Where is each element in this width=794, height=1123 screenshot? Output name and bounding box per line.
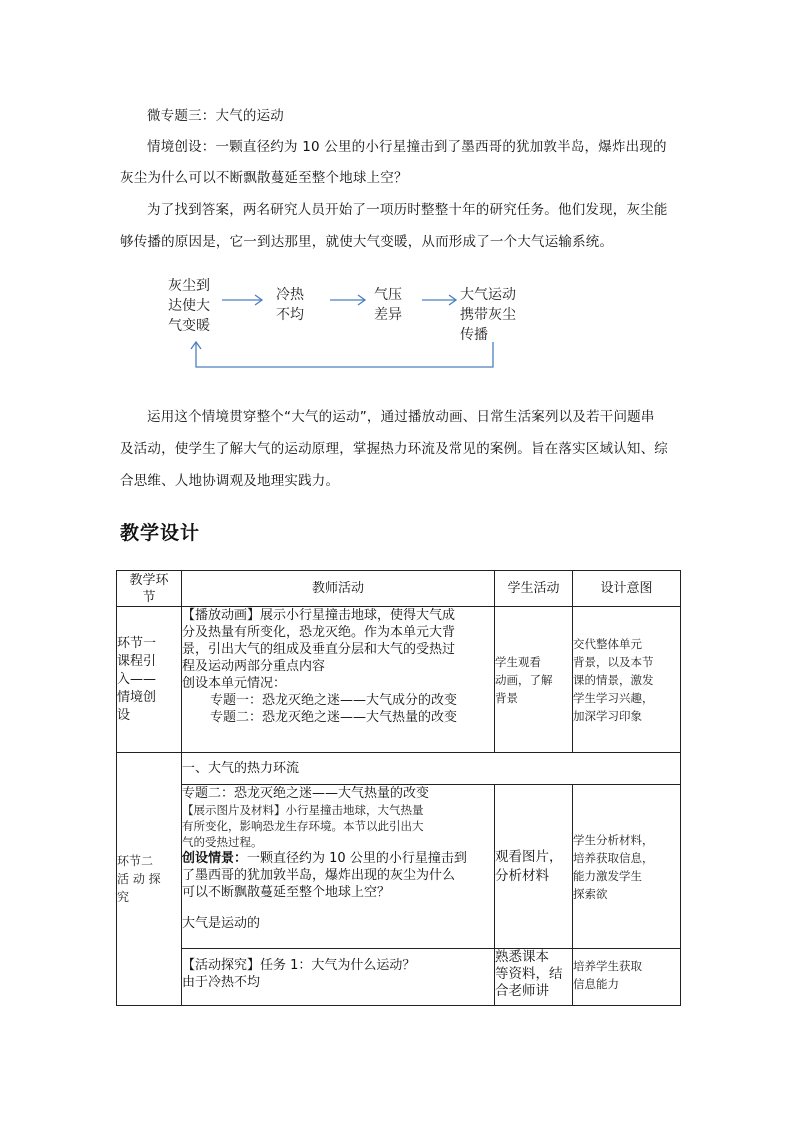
row2-scenario-line: 了墨西哥的犹加敦半岛，爆炸出现的灰尘为什么 bbox=[182, 868, 456, 883]
flow-arrows bbox=[160, 276, 540, 376]
loop-back-arrow-icon bbox=[191, 342, 493, 367]
row2-scenario-line bbox=[182, 850, 494, 867]
summary-line-2: 及活动，使学生了解大气的运动原理，掌握热力环流及常见的案例。旨在落实区域认知、综 bbox=[120, 441, 668, 457]
research-line-1: 为了找到答案，两名研究人员开始了一项历时整整十年的研究任务。他们发现，灰尘能 bbox=[147, 202, 668, 218]
flow-step-4-line: 大气运动 bbox=[460, 287, 516, 303]
summary-line-1: 运用这个情境贯穿整个“大气的运动”，通过播放动画、日常生活案列以及若干问题串 bbox=[147, 409, 655, 425]
row1-stage-line: 情境创 bbox=[117, 689, 157, 705]
flow-step-4-line: 携带灰尘 bbox=[460, 307, 516, 323]
row3-intent-line: 信息能力 bbox=[573, 977, 619, 991]
table-row bbox=[117, 949, 681, 1006]
row1-teacher-line: 景，引出大气的组成及垂直分层和大气的受热过 bbox=[182, 642, 456, 657]
row2-intent-line: 能力激发学生 bbox=[573, 868, 642, 883]
row1-stage-line: 环节一 bbox=[117, 635, 157, 651]
row2-scenario-line: 可以不断飘散蔓延至整个地球上空？ bbox=[182, 885, 391, 900]
arrow-right-icon bbox=[222, 295, 262, 305]
row3-intent bbox=[573, 949, 681, 1006]
row1-intent-line: 学生学习兴趣， bbox=[573, 690, 654, 705]
row2-intent-line: 学生分析材料， bbox=[573, 832, 654, 847]
row2-material-line: 气的受热过程。 bbox=[182, 835, 263, 849]
row2-conclusion: 大气是运动的 bbox=[182, 916, 261, 931]
row2-material-line: 有所变化，影响恐龙生存环境。本节以此引出大 bbox=[182, 819, 424, 833]
row2-topic: 专题二：恐龙灭绝之迷——大气热量的改变 bbox=[182, 786, 430, 801]
row2-stage-line: 活 动 探 bbox=[117, 872, 161, 886]
row1-intent-line: 背景，以及本节 bbox=[573, 654, 654, 669]
row2-stage-line: 环节二 bbox=[117, 854, 154, 868]
flow-step-1-line: 达使大 bbox=[168, 298, 210, 314]
row3-activity-line: 由于冷热不均 bbox=[182, 975, 261, 990]
flow-step-4-line: 传播 bbox=[460, 327, 488, 343]
row2-subheading: 一、大气的热力环流 bbox=[182, 753, 681, 785]
row2-stage-line: 究 bbox=[117, 890, 130, 904]
row1-student bbox=[495, 607, 573, 753]
row2-scenario-label: 创设情景： bbox=[182, 851, 248, 866]
row3-teacher bbox=[182, 949, 495, 1006]
flow-step-3-line: 差异 bbox=[374, 307, 402, 323]
micro-topic-title: 微专题三：大气的运动 bbox=[147, 108, 284, 124]
teaching-design-table bbox=[116, 570, 681, 1006]
flow-step-1-line: 灰尘到 bbox=[168, 278, 210, 294]
row3-intent-line: 培养学生获取 bbox=[573, 959, 642, 973]
row1-intent bbox=[573, 607, 681, 753]
row3-student bbox=[495, 949, 573, 1006]
row3-student-line: 合老师讲 bbox=[495, 983, 549, 999]
table-header-row bbox=[117, 571, 681, 607]
scenario-line-2: 灰尘为什么可以不断飘散蔓延至整个地球上空？ bbox=[120, 170, 408, 186]
row2-stage bbox=[117, 753, 182, 1006]
header-teacher: 教师活动 bbox=[182, 571, 495, 607]
row2-student-line: 分析材料 bbox=[495, 867, 549, 884]
flow-step-2-line: 冷热 bbox=[276, 287, 304, 303]
row1-topic-1: 专题一：恐龙灭绝之迷——大气成分的改变 bbox=[210, 693, 458, 708]
row1-teacher-line: 分及热量有所变化，恐龙灭绝。作为本单元大背 bbox=[182, 625, 456, 640]
row2-intent bbox=[573, 785, 681, 949]
research-line-2: 够传播的原因是，它一到达那里，就使大气变暖，从而形成了一个大气运输系统。 bbox=[120, 234, 614, 250]
row1-teacher bbox=[182, 607, 495, 753]
row2-material-line: 【展示图片及材料】小行星撞击地球，大气热量 bbox=[182, 803, 424, 817]
header-intent: 设计意图 bbox=[573, 571, 681, 607]
section-heading: 教学设计 bbox=[120, 522, 201, 544]
row1-intent-line: 课的情景，激发 bbox=[573, 672, 654, 687]
row1-teacher-line: 创设本单元情况： bbox=[182, 676, 287, 691]
flow-step-2-line: 不均 bbox=[276, 307, 304, 323]
row1-stage bbox=[117, 607, 182, 753]
table-row bbox=[117, 607, 681, 753]
flow-diagram bbox=[160, 276, 540, 376]
arrow-right-icon bbox=[422, 295, 456, 305]
row3-student-line: 熟悉课本 bbox=[495, 949, 549, 965]
row1-stage-line: 设 bbox=[117, 707, 131, 723]
flow-step-3-line: 气压 bbox=[374, 287, 402, 303]
flow-step-1-line: 气变暖 bbox=[168, 318, 210, 334]
header-student: 学生活动 bbox=[495, 571, 573, 607]
row2-intent-line: 培养获取信息， bbox=[573, 850, 654, 865]
row2-scenario-text: 一颗直径约为 10 公里的小行星撞击到 bbox=[247, 851, 467, 866]
row1-stage-line: 课程引 bbox=[117, 653, 157, 669]
scenario-line-1: 情境创设：一颗直径约为 10 公里的小行星撞击到了墨西哥的犹加敦半岛，爆炸出现的 bbox=[147, 139, 667, 155]
row2-intent-line: 探索欲 bbox=[573, 886, 608, 901]
row1-intent-line: 加深学习印象 bbox=[573, 708, 642, 723]
row1-intent-line: 交代整体单元 bbox=[573, 636, 642, 651]
row1-student-line: 学生观看 bbox=[495, 654, 541, 669]
row1-teacher-line: 程及运动两部分重点内容 bbox=[182, 659, 326, 674]
row2-student-line: 观看图片， bbox=[495, 848, 563, 865]
arrow-right-icon bbox=[330, 295, 365, 305]
table-row bbox=[117, 785, 681, 949]
row2-student bbox=[495, 785, 573, 949]
row3-student-line: 等资料，结 bbox=[495, 966, 563, 982]
summary-line-3: 合思维、人地协调观及地理实践力。 bbox=[120, 473, 340, 489]
header-stage-line: 节 bbox=[142, 589, 156, 605]
row1-topic-2: 专题二：恐龙灭绝之迷——大气热量的改变 bbox=[210, 710, 458, 725]
row1-teacher-line: 【播放动画】展示小行星撞击地球，使得大气成 bbox=[182, 608, 456, 623]
row3-activity-line: 【活动探究】任务 1：大气为什么运动？ bbox=[182, 958, 416, 973]
row2-teacher bbox=[182, 785, 495, 949]
row1-student-line: 动画，了解 bbox=[495, 672, 553, 687]
row1-student-line: 背景 bbox=[495, 690, 518, 705]
header-stage bbox=[117, 571, 182, 607]
table-row bbox=[117, 753, 681, 785]
header-stage-line: 教学环 bbox=[129, 572, 169, 588]
row1-stage-line: 入—— bbox=[117, 671, 157, 687]
